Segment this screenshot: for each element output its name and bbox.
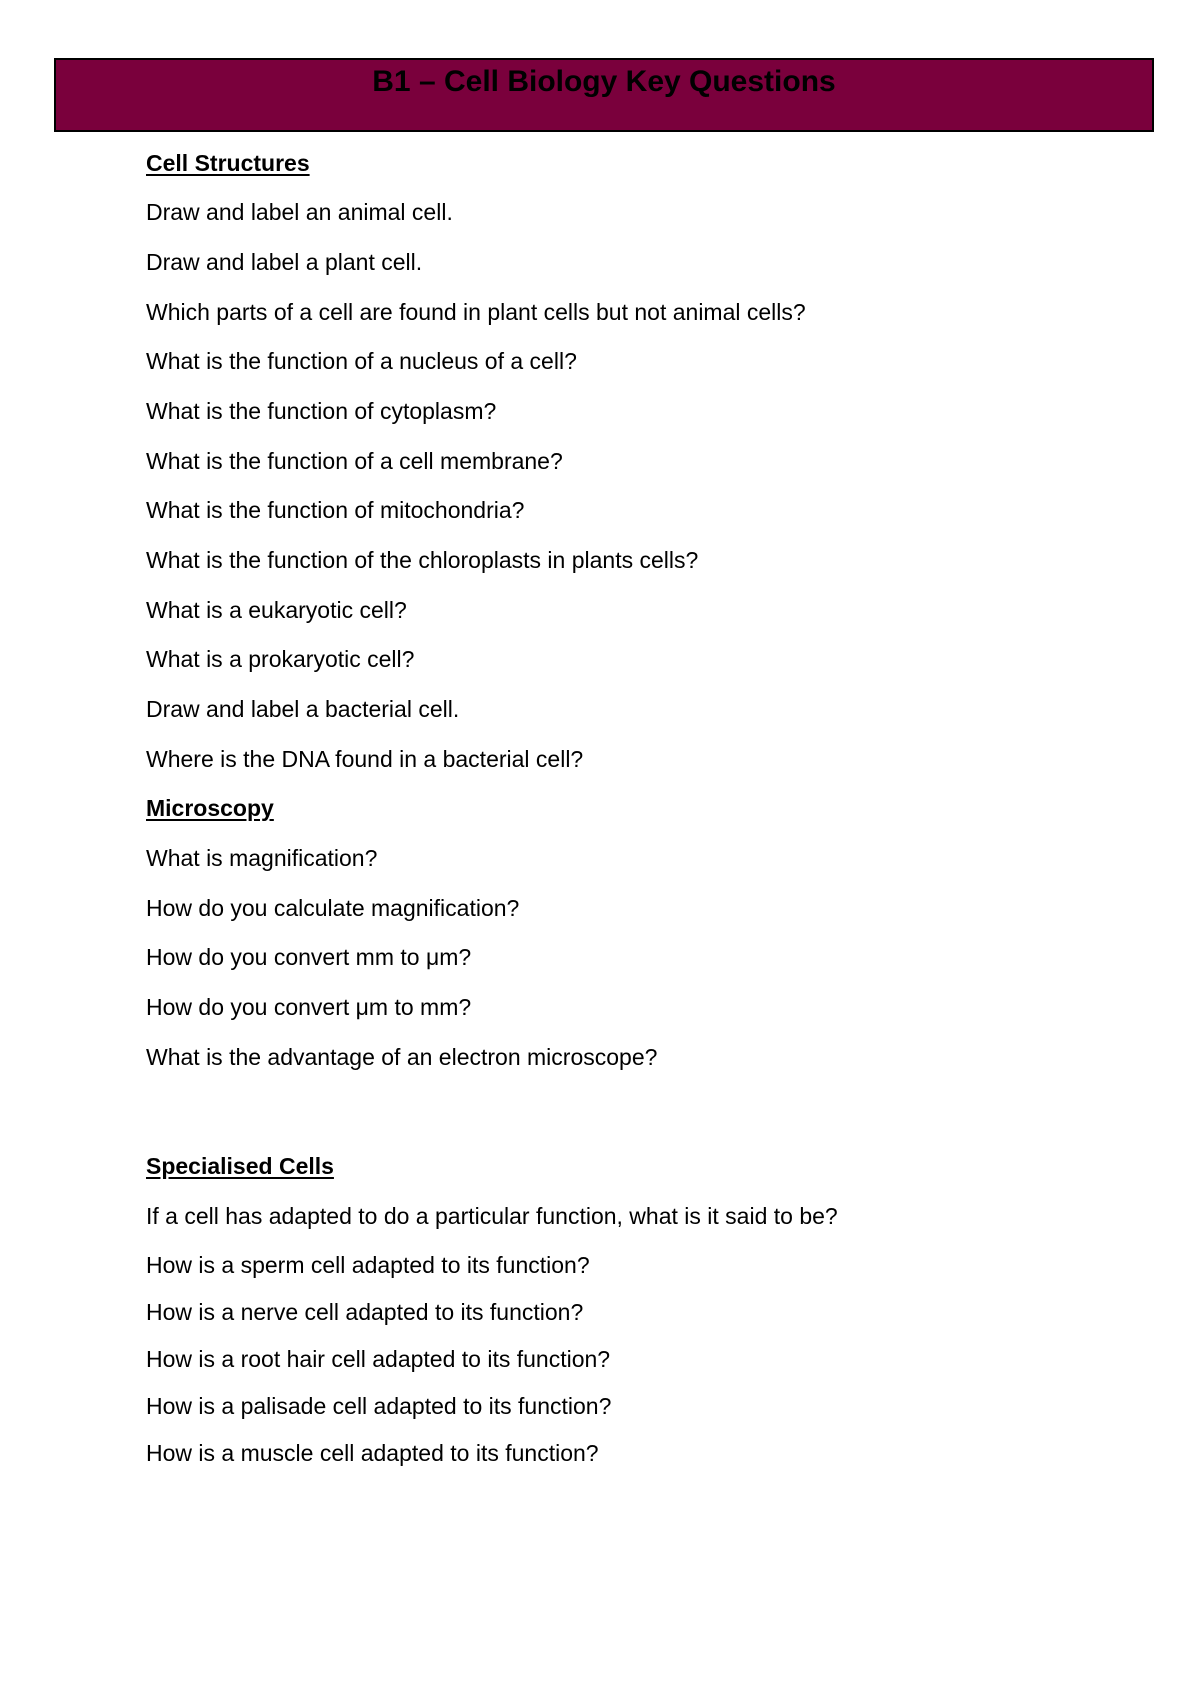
question-item: What is a prokaryotic cell? [146, 646, 415, 672]
question-item: How is a muscle cell adapted to its function? [146, 1440, 599, 1466]
question-item: What is the function of the chloroplasts in plants cells? [146, 547, 699, 573]
question-item: What is the function of a nucleus of a cell? [146, 348, 577, 374]
question-item: How is a sperm cell adapted to its function? [146, 1252, 590, 1278]
question-item: How do you convert μm to mm? [146, 994, 472, 1020]
question-item: What is the function of a cell membrane? [146, 448, 563, 474]
question-item: Draw and label a bacterial cell. [146, 696, 460, 722]
question-item: What is a eukaryotic cell? [146, 597, 407, 623]
question-item: Draw and label an animal cell. [146, 199, 453, 225]
section-heading-cell-structures: Cell Structures [146, 150, 310, 176]
question-item: Where is the DNA found in a bacterial cell? [146, 746, 584, 772]
question-item: How is a root hair cell adapted to its function? [146, 1346, 611, 1372]
page-title: B1 – Cell Biology Key Questions [372, 65, 836, 98]
question-item: How is a nerve cell adapted to its function? [146, 1299, 584, 1325]
question-item: What is magnification? [146, 845, 378, 871]
question-item: What is the function of mitochondria? [146, 497, 525, 523]
section-heading-specialised-cells: Specialised Cells [146, 1153, 334, 1179]
title-banner [54, 58, 1154, 132]
question-item: How do you convert mm to μm? [146, 944, 472, 970]
question-item: How is a palisade cell adapted to its function? [146, 1393, 612, 1419]
section-heading-microscopy: Microscopy [146, 795, 274, 821]
question-item: Which parts of a cell are found in plant cells but not animal cells? [146, 299, 806, 325]
question-item: If a cell has adapted to do a particular function, what is it said to be? [146, 1203, 838, 1229]
question-item: How do you calculate magnification? [146, 895, 520, 921]
question-item: Draw and label a plant cell. [146, 249, 423, 275]
question-item: What is the function of cytoplasm? [146, 398, 497, 424]
question-item: What is the advantage of an electron microscope? [146, 1044, 658, 1070]
